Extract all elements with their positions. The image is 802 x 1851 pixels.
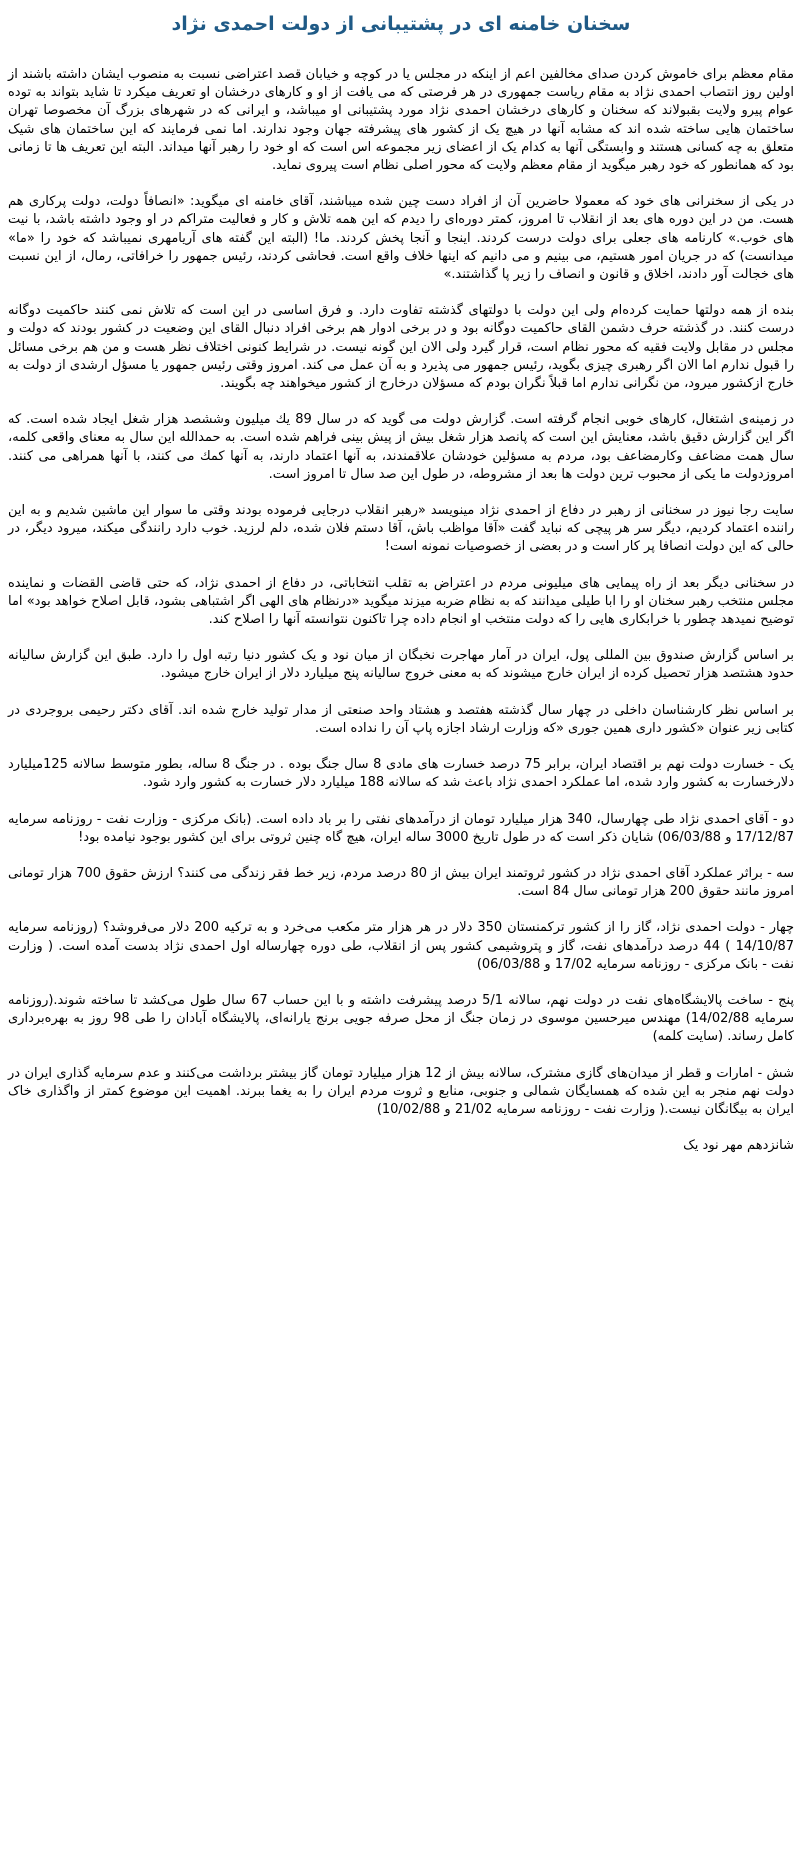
paragraph-2: در یکی از سخنرانی های خود که معمولا حاضرین آن از افراد دست چین شده میباشند، آقای خامنه ای میگوید: «انصافاً دولت، دولت پرکاری هم هست. من در این دوره های بعد از انقلاب تا امروز، کمتر دوره‌ای را دیدم که این همه تلاش و کار و فعالیت متراکم در او وجود داشته باشد، با نیت های خوب.» کارنامه های جعلی برای دولت درست کردند. اینجا و آنجا پخش کردند. ما! (البته این گفته های آریامهری نمیباشد که خود را «ما» میدانست) که در جریان امور هستیم، می بینیم و می دانیم که اینها خلاف واقع است. فحاشی کردند، رئیس جمهور را خرافاتی، رمال، از این نسبت های خجالت آور دادند، اخلاق و قانون و انصاف را زیر پا گذاشتند.»	[8, 194, 794, 283]
paragraph-10: دو - آقای احمدی نژاد طی چهارسال، 340 هزار میلیارد تومان از درآمدهای نفتی را بر باد داده است. (بانک مرکزی - وزارت نفت - روزنامه سرمایه 17/12/87 و 06/03/88) شایان ذکر است که در طول تاریخ 3000 ساله ایران، هیچ گاه چنین ثروتی برای این کشور بوجود نیامده بود!	[8, 811, 794, 845]
paragraph-7: بر اساس گزارش صندوق بین المللی پول، ایران در آمار مهاجرت نخبگان از میان نود و یک کشور دنیا رتبه اول را دارد. طبق این گزارش سالیانه حدود هشتصد هزار تحصیل کرده از ایران خارج میشوند که به معنی خروج سالیانه پنج میلیارد دلار از ایران خارج میشود.	[8, 648, 794, 682]
paragraph-1: مقام معظم برای خاموش کردن صدای مخالفین اعم از اینکه در مجلس یا در کوچه و خیابان قصد اعتراضی نسبت به منصوب ایشان داشته باشند از اولین روز انتصاب احمدی نژاد به مقام ریاست جمهوری در هر فرصتی که می یافت از او و کارهای درخشان او تعریف میکرد تا شاید بتواند به توده عوام پیرو ولایت بقبولاند که سخنان و کارهای درخشان احمدی نژاد مورد پشتیبانی او میباشد، و ایرانی که در شهرهای بزرگ آن مخصوصا تهران ساختمان هایی ساخته شده اند که مشابه آنها در هیچ یک از کشور های پیشرفته جهان وجود ندارند. اما نمی فرمایند که این ساختمان های شیک متعلق به چه کسانی هستند و وابستگی آنها به کدام یک از اعضای زیر مجموعه اس است که او خود را رهبر آنها میداند. البته این تعریف ها تا زمانی بود که همانطور که خود رهبر میگوید از مقام معظم ولایت که محور اصلی نظام است پیروی نماید.	[8, 67, 794, 174]
paragraph-6: در سخنانی دیگر بعد از راه پیمایی های میلیونی مردم در اعتراض به تقلب انتخاباتی، در دفاع از احمدی نژاد، که حتی قاضی القضات و نماینده مجلس منتخب رهبر سخنان او را ابا طیلی میدانند که به نظام ضربه میزند میگوید «درنظام های الهی اگر اشتباهی بشود، قابل اصلاح خواهد بود» اما توضیح نمیدهد چطور با خرابکاری هایی را که دولت منتخب او انجام داده چرا تاکنون نتوانسته آنها را اصلاح کند.	[8, 575, 794, 628]
paragraph-12: چهار - دولت احمدی نژاد، گاز را از کشور ترکمنستان 350 دلار در هر هزار متر مکعب می‌خرد و به ترکیه 200 دلار می‌فروشد؟ (روزنامه سرمایه 14/10/87 ) 44 درصد درآمدهای نفت، گاز و پتروشیمی کشور پس از انقلاب، طی دوره چهارساله اول احمدی نژاد بدست آمده است. ( وزارت نفت - بانک مرکزی - روزنامه سرمایه 17/02 و 06/03/88)	[8, 920, 794, 972]
article-body	[8, 66, 794, 1155]
paragraph-13: پنج - ساخت پالایشگاه‌های نفت در دولت نهم، سالانه 5/1 درصد پیشرفت داشته و با این حساب 67 سال طول می‌کشد تا ساخته شوند.(روزنامه سرمایه 14/02/88) مهندس میرحسین موسوی در زمان جنگ از محل صرفه جویی برنج یارانه‌ای، پالایشگاه آبادان را طی 98 روز به بهره‌برداری کامل رساند. (سایت کلمه)	[8, 992, 794, 1045]
date-line: شانزدهم مهر نود یک	[683, 1138, 794, 1154]
paragraph-11: سه - براثر عملکرد آقای احمدی نژاد در کشور ثروتمند ایران بیش از 80 درصد مردم، زیر خط فقر زندگی می کنند؟ ارزش حقوق 700 هزار تومانی امروز مانند حقوق 200 هزار تومانی سال 84 است.	[8, 865, 794, 900]
paragraph-5: سایت رجا نیوز در سخنانی از رهبر در دفاع از احمدی نژاد مینویسد «رهبر انقلاب درجایی فرموده بودند وقتی ما سوار این ماشین شدیم و به این راننده اعتماد کردیم، دیگر سر هر پیچی که نباید گفت «آقا مواظب باش، آقا دستم فلان شده، دلم لرزید. خوب دارد رانندگی میکند، میرود دیگر، در حالی که این دولت انصافا پر کار است و در بعضی از خصوصیات نمونه است!	[8, 503, 794, 555]
paragraph-14: شش - امارات و قطر از میدان‌های گازی مشترک، سالانه بیش از 12 هزار میلیارد تومان گاز بیشتر برداشت می‌کنند و عدم سرمایه گذاری ایران در دولت نهم منجر به این شده که همسایگان شمالی و جنوبی، منابع و ثروت مردم ایران را به یغما ببرند. اهمیت این موضوع کمتر از واگذاری خاک ایران به بیگانگان نیست.( وزارت نفت - روزنامه سرمایه 21/02 و 10/02/88)	[8, 1065, 794, 1117]
paragraph-8: بر اساس نظر کارشناسان داخلی در چهار سال گذشته هفتصد و هشتاد واحد صنعتی از مدار تولید خارج شده اند. آقای دکتر رحیمی بروجردی در کتابی زیر عنوان «کشور داری همین جوری «که وزارت ارشاد اجازه پاپ آن را نداده است.	[8, 702, 794, 736]
article-title: سخنان خامنه ای در پشتیبانی از دولت احمدی نژاد	[171, 13, 631, 35]
paragraph-3: بنده از همه دولتها حمایت کرده‌ام ولی این دولت با دولتهای گذشته تفاوت دارد. و فرق اساسی در این است که تلاش نمی کنند حاکمیت دوگانه درست کنند. در گذشته حرف دشمن القای حاکمیت دوگانه بود و در برخی ادوار هم برخی افراد دنبال القای این وضعیت در کشور بودند که دولت و مجلس در مقابل ولایت فقیه که محور نظام است، قرار گیرد ولی الان این گونه نیست. در شرایط کنونی اختلاف نظر هست و من هم برخی مسائل را قبول ندارم اما الان اگر رهبری چیزی بگوید، رئیس جمهور می پذیرد و به آن عمل می کند. امروز وقتی رئیس جمهور یا مسؤل ارشدی از دولت به خارج ازکشور میرود، من نگرانی ندارم اما قبلاً نگران بودم که مسؤلان درخارج از کشور میخواهند چه بگویند.	[8, 303, 794, 392]
paragraph-4: در زمینه‌ی اشتغال، کارهای خوبی انجام گرفته است. گزارش دولت می گوید که در سال 89 یك میلیون وششصد هزار شغل ایجاد شده است. که اگر این گزارش دقیق باشد، معنایش این است که پانصد هزار شغل بیش از پیش بینی فراهم شده است. به حمدالله این سال به معنای واقعی کلمه، سال همت مضاعف وکارمضاعف بود، مردم به مسؤلین خودشان علاقمندند، به آنها اعتماد دارند، به آنها کمك می کنند، با آنها همراهی می کنند. امروزدولت ما یکی از محبوب ترین دولت ها بعد از مشروطه، در طول این صد سال تا امروز است.	[8, 412, 794, 482]
paragraph-9: یک - خسارت دولت نهم بر اقتصاد ایران، برابر 75 درصد خسارت های مادی 8 سال جنگ بوده . در جنگ 8 ساله، بطور متوسط سالانه 125میلیارد دلارخسارت به کشور وارد شده، اما عملکرد احمدی نژاد باعث شد که سالانه 188 میلیارد دلار خسارت به کشور وارد شود.	[8, 757, 794, 791]
